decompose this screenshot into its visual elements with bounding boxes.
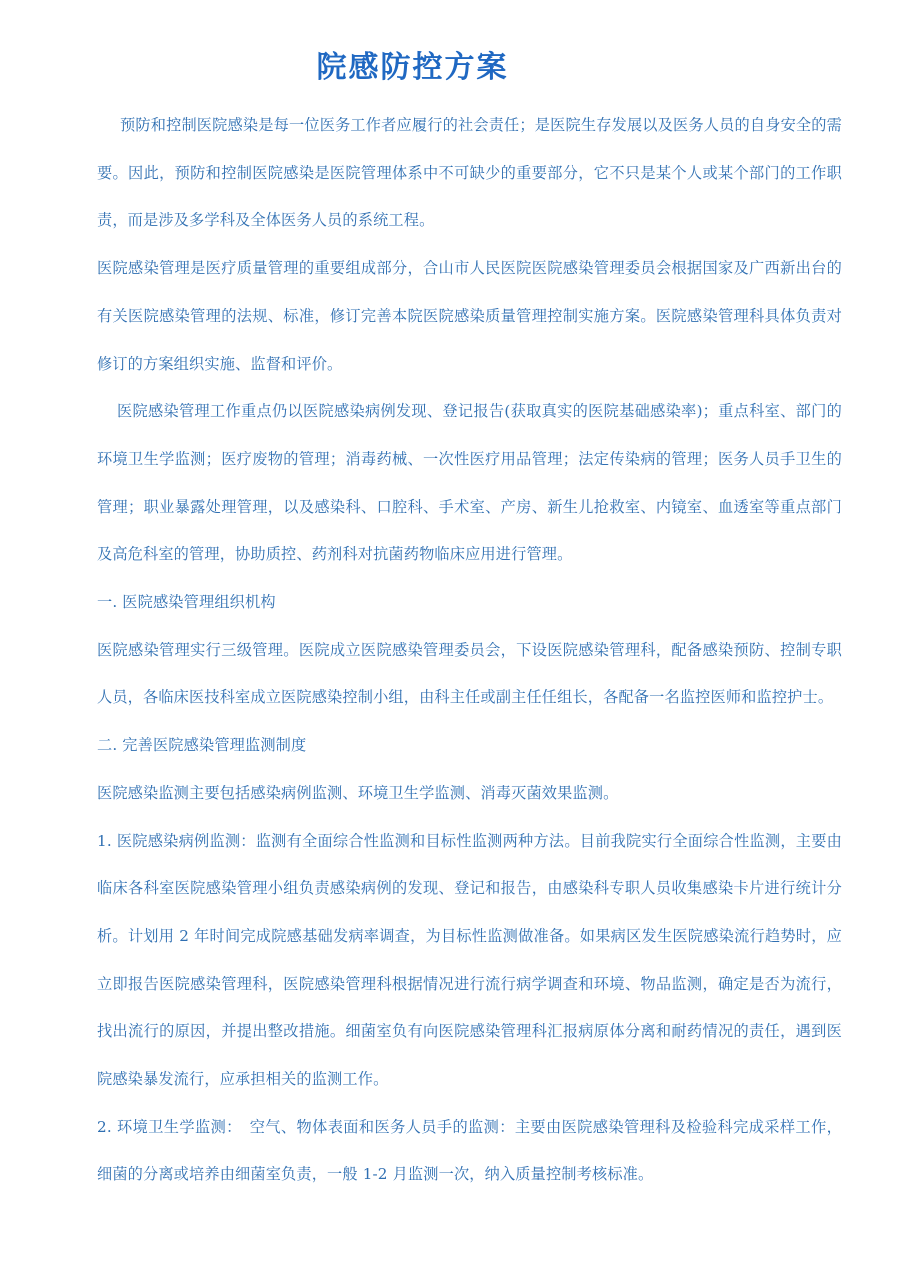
organization-paragraph: 医院感染管理实行三级管理。医院成立医院感染管理委员会，下设医院感染管理科，配备感染预防、控制专职人员，各临床医技科室成立医院感染控制小组，由科主任或副主任任组长，各配备一名监控医师和监控护士。 — [97, 640, 842, 707]
environment-monitoring-paragraph: 2. 环境卫生学监测： 空气、物体表面和医务人员手的监测：主要由医院感染管理科及检验科完成采样工作，细菌的分离或培养由细菌室负责，一般 1-2 月监测一次，纳入质量控制考核标准。 — [97, 1117, 842, 1184]
management-paragraph: 医院感染管理是医疗质量管理的重要组成部分，合山市人民医院医院感染管理委员会根据国家及广西新出台的有关医院感染管理的法规、标准，修订完善本院医院感染质量管理控制实施方案。医院感染管理科具体负责对修订的方案组织实施、监督和评价。 — [97, 259, 842, 373]
document-body — [97, 102, 842, 1199]
key-work-paragraph: 医院感染管理工作重点仍以医院感染病例发现、登记报告(获取真实的医院基础感染率)；重点科室、部门的环境卫生学监测；医疗废物的管理；消毒药械、一次性医疗用品管理；法定传染病的管理；医务人员手卫生的管理；职业暴露处理管理，以及感染科、口腔科、手术室、产房、新生儿抢救室、内镜室、血透室等重点部门及高危科室的管理，协助质控、药剂科对抗菌药物临床应用进行管理。 — [97, 402, 842, 564]
monitoring-overview-paragraph: 医院感染监测主要包括感染病例监测、环境卫生学监测、消毒灭菌效果监测。 — [97, 783, 619, 802]
case-monitoring-paragraph: 1. 医院感染病例监测：监测有全面综合性监测和目标性监测两种方法。目前我院实行全面综合性监测，主要由临床各科室医院感染管理小组负责感染病例的发现、登记和报告，由感染科专职人员收集感染卡片进行统计分析。计划用 2 年时间完成院感基础发病率调查，为目标性监测做准备。如果病区发生医院感染流行趋势时，应立即报告医院感染管理科，医院感染管理科根据情况进行流行病学调查和环境、物品监测，确定是否为流行，找出流行的原因，并提出整改措施。细菌室负有向医院感染管理科汇报病原体分离和耐药情况的责任，遇到医院感染暴发流行，应承担相关的监测工作。 — [97, 831, 842, 1089]
section-heading-organization: 一. 医院感染管理组织机构 — [97, 593, 276, 612]
intro-paragraph: 预防和控制医院感染是每一位医务工作者应履行的社会责任；是医院生存发展以及医务人员的自身安全的需要。因此，预防和控制医院感染是医院管理体系中不可缺少的重要部分，它不只是某个人或某个部门的工作职责，而是涉及多学科及全体医务人员的系统工程。 — [97, 116, 842, 230]
document-title: 院感防控方案 — [316, 50, 509, 85]
section-heading-monitoring: 二. 完善医院感染管理监测制度 — [97, 736, 307, 755]
